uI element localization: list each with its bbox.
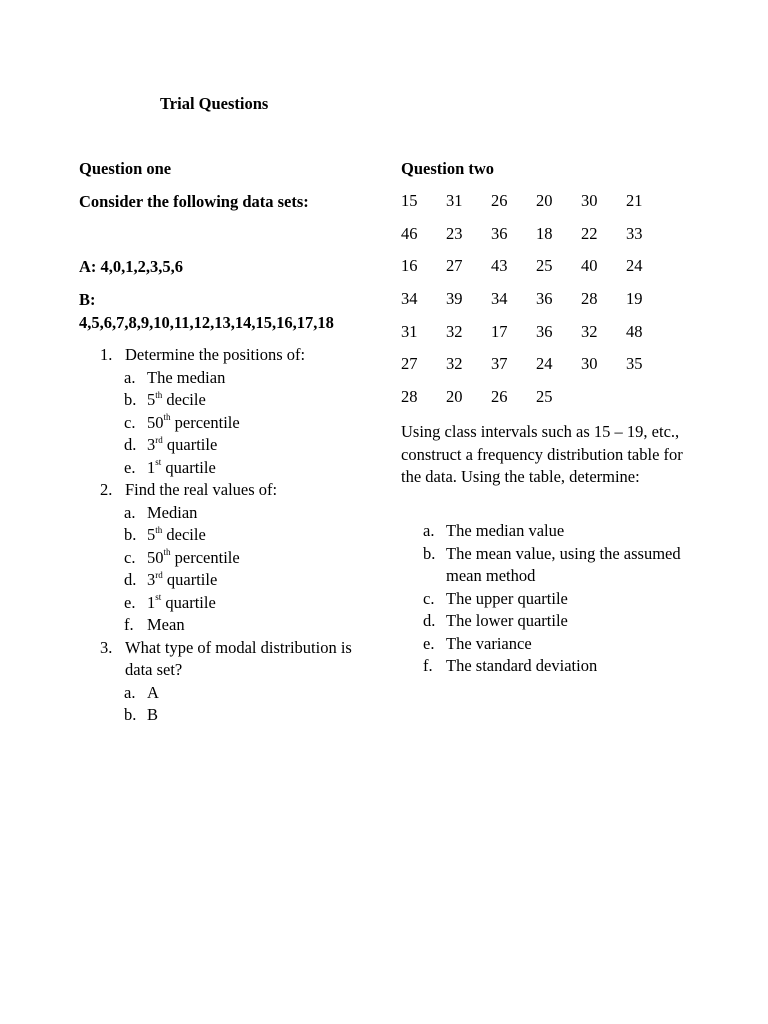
- sub-item-text-suffix: quartile: [161, 592, 216, 612]
- sub-item: [79, 412, 379, 435]
- ordinal-suffix: st: [155, 592, 162, 602]
- data-cell: 37: [491, 354, 508, 374]
- ordinal-suffix: th: [155, 389, 163, 400]
- sub-item-text: 50: [147, 412, 164, 432]
- ordinal-suffix: st: [155, 457, 162, 467]
- question-two-list: [401, 520, 701, 678]
- sub-item: [401, 520, 701, 543]
- sub-item-text-suffix: percentile: [170, 547, 240, 567]
- question-one-intro: Consider the following data sets:: [79, 192, 309, 211]
- data-cell: 31: [401, 321, 418, 341]
- data-cell: 43: [491, 256, 508, 276]
- data-cell: 26: [491, 387, 508, 407]
- data-cell: 25: [536, 256, 553, 276]
- data-cell: 27: [446, 256, 463, 276]
- sub-item-letter: b.: [423, 543, 436, 563]
- sub-item-text: 5: [147, 390, 156, 409]
- data-set-b-values: 4,5,6,7,8,9,10,11,12,13,14,15,16,17,18: [79, 312, 334, 332]
- data-cell: 36: [491, 223, 508, 243]
- sub-item-text: The standard deviation: [446, 656, 598, 675]
- sub-item-letter: d.: [124, 435, 137, 454]
- data-cell: 16: [401, 256, 418, 276]
- sub-item-text-suffix: decile: [162, 525, 206, 544]
- data-set-b: [79, 289, 369, 334]
- sub-item: [401, 610, 701, 633]
- sub-item-text-suffix: quartile: [161, 457, 216, 477]
- sub-item-letter: c.: [124, 547, 136, 567]
- sub-item: [79, 502, 379, 525]
- question-item: [79, 479, 379, 502]
- sub-item: [401, 633, 701, 656]
- sub-item-text: The median: [147, 367, 226, 387]
- ordinal-suffix: rd: [155, 434, 163, 445]
- sub-item: [401, 543, 701, 588]
- sub-item: [79, 614, 379, 637]
- sub-item-letter: d.: [124, 570, 137, 589]
- question-one-heading: Question one: [79, 159, 172, 178]
- data-cell: 27: [401, 354, 418, 374]
- data-cell: 19: [626, 289, 643, 309]
- sub-item: [79, 682, 379, 705]
- sub-item: [401, 588, 701, 611]
- sub-item-letter: c.: [423, 588, 435, 608]
- sub-item-text: 5: [147, 525, 156, 544]
- data-cell: 22: [581, 223, 598, 243]
- sub-item-text-suffix: quartile: [162, 570, 218, 589]
- sub-item: [79, 592, 379, 615]
- data-cell: 23: [446, 223, 463, 243]
- data-cell: 20: [536, 191, 553, 210]
- page-title: Trial Questions: [160, 94, 269, 113]
- sub-item-letter: e.: [124, 457, 136, 477]
- sub-item: [79, 547, 379, 570]
- data-cell: 28: [401, 387, 418, 407]
- sub-item: [79, 524, 379, 547]
- ordinal-suffix: th: [155, 524, 163, 535]
- data-cell: 32: [581, 321, 598, 341]
- ordinal-suffix: th: [163, 412, 171, 422]
- question-item: [79, 637, 379, 682]
- sub-item-text: 50: [147, 547, 164, 567]
- data-cell: 28: [581, 289, 598, 309]
- data-cell: 48: [626, 321, 643, 341]
- sub-item: [79, 457, 379, 480]
- sub-item-text: 1: [147, 457, 156, 477]
- data-cell: 32: [446, 354, 463, 374]
- sub-item-letter: f.: [423, 656, 433, 675]
- sub-item: [79, 367, 379, 390]
- sub-item-text: The mean value, using the assumed mean method: [446, 543, 681, 585]
- sub-item: [401, 655, 701, 678]
- data-cell: 46: [401, 223, 418, 243]
- sub-item-text: 3: [147, 570, 156, 589]
- sub-item-letter: a.: [124, 367, 136, 387]
- ordinal-suffix: rd: [155, 569, 163, 580]
- data-cell: 24: [536, 354, 553, 374]
- sub-item: [79, 569, 379, 592]
- question-text: Determine the positions of:: [125, 345, 306, 364]
- sub-item-text: B: [147, 705, 159, 724]
- data-cell: 25: [536, 387, 553, 407]
- data-cell: 35: [626, 354, 643, 374]
- data-cell: 30: [581, 191, 598, 210]
- data-cell: 34: [491, 289, 508, 309]
- question-one-list: [79, 344, 379, 727]
- sub-item-letter: e.: [423, 633, 435, 653]
- question-text: Find the real values of:: [125, 480, 278, 499]
- data-cell: 24: [626, 256, 643, 276]
- sub-item-text: The variance: [446, 633, 532, 653]
- data-cell: 20: [446, 387, 463, 407]
- sub-item-letter: a.: [423, 521, 435, 540]
- data-cell: 36: [536, 289, 553, 309]
- sub-item-text: 3: [147, 435, 156, 454]
- sub-item-letter: d.: [423, 611, 436, 630]
- sub-item-letter: b.: [124, 525, 137, 544]
- data-cell: 30: [581, 354, 598, 374]
- sub-item-letter: b.: [124, 705, 137, 724]
- data-cell: 31: [446, 191, 463, 210]
- data-cell: 17: [491, 321, 508, 341]
- sub-item: [79, 389, 379, 412]
- data-cell: 40: [581, 256, 598, 276]
- ordinal-suffix: th: [163, 547, 171, 557]
- question-two-instruction: Using class intervals such as 15 – 19, etc., construct a frequency distribution table for the data. Using the table, determine:: [401, 422, 683, 486]
- sub-item-text: Mean: [147, 615, 185, 634]
- sub-item-text: The lower quartile: [446, 611, 568, 630]
- data-cell: 18: [536, 223, 553, 243]
- sub-item-text: 1: [147, 592, 156, 612]
- question-number: 2.: [100, 480, 113, 499]
- data-cell: 26: [491, 191, 508, 210]
- sub-item-text: The upper quartile: [446, 588, 568, 608]
- sub-item-text: Median: [147, 502, 198, 522]
- sub-item-text-suffix: decile: [162, 390, 206, 409]
- sub-item-text-suffix: percentile: [170, 412, 240, 432]
- sub-item-letter: a.: [124, 502, 136, 522]
- sub-item-letter: a.: [124, 682, 136, 702]
- data-cell: 39: [446, 289, 463, 309]
- data-cell: 34: [401, 289, 418, 309]
- sub-item-text: A: [147, 682, 159, 702]
- data-cell: 32: [446, 321, 463, 341]
- question-number: 1.: [100, 345, 113, 364]
- data-cell: 15: [401, 191, 418, 210]
- question-two-heading: Question two: [401, 159, 495, 178]
- data-cell: 21: [626, 191, 643, 210]
- data-cell: 33: [626, 223, 643, 243]
- sub-item-text: The median value: [446, 521, 565, 540]
- sub-item-text-suffix: quartile: [162, 435, 218, 454]
- data-set-b-label: B:: [79, 290, 96, 309]
- sub-item: [79, 704, 379, 727]
- question-item: [79, 344, 379, 367]
- data-cell: 36: [536, 321, 553, 341]
- sub-item-letter: b.: [124, 390, 137, 409]
- sub-item-letter: e.: [124, 592, 136, 612]
- question-text: What type of modal distribution is data set?: [125, 637, 352, 679]
- sub-item: [79, 434, 379, 457]
- question-number: 3.: [100, 637, 113, 657]
- data-set-a: A: 4,0,1,2,3,5,6: [79, 257, 184, 276]
- sub-item-letter: f.: [124, 615, 134, 634]
- sub-item-letter: c.: [124, 412, 136, 432]
